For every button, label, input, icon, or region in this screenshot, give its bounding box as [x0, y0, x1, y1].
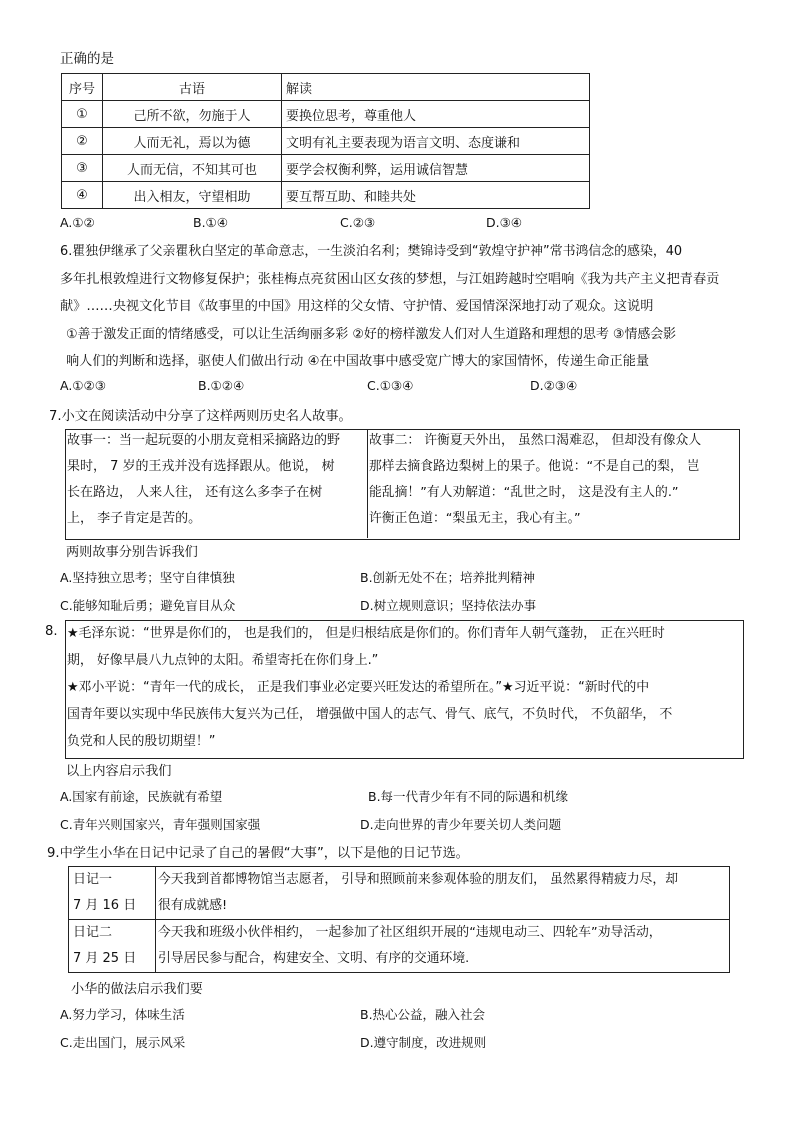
q9-tail: 小华的做法启示我们要	[71, 982, 203, 997]
story-line: 那样去摘食路边梨树上的果子。他说：“不是自己的梨， 岂	[369, 459, 700, 474]
diary-1-heading	[69, 867, 156, 920]
diary-line: 很有成就感!	[158, 898, 228, 913]
table-cell: ④	[62, 182, 103, 209]
table-row	[69, 867, 730, 920]
q6-option-c[interactable]: C.①③④	[367, 378, 414, 393]
q6-stem-line: 6.瞿独伊继承了父亲瞿秋白坚定的革命意志，一生淡泊名利；樊锦诗受到“敦煌守护神”常书鸿信念的感染，40	[60, 244, 683, 259]
q5-option-b[interactable]: B.①④	[193, 215, 228, 230]
q6-stem-line: 献》……央视文化节目《故事里的中国》用这样的父女情、守护情、爱国情深深地打动了观众。这说明	[60, 299, 654, 314]
table-row	[62, 182, 590, 209]
table-row	[62, 155, 590, 182]
story-line: 长在路边， 人来人往， 还有这么多李子在树	[67, 485, 323, 500]
story-line: 许衡正色道：“梨虽无主，我心有主。”	[369, 511, 581, 526]
q7-option-b[interactable]: B.创新无处不在；培养批判精神	[360, 570, 536, 585]
q5-option-d[interactable]: D.③④	[486, 215, 523, 230]
q8-option-d[interactable]: D.走向世界的青少年要关切人类问题	[360, 817, 562, 832]
table-cell: 要换位思考，尊重他人	[282, 101, 590, 128]
diary-date: 7 月 16 日	[73, 898, 137, 913]
table-cell: 出入相友，守望相助	[103, 182, 282, 209]
q7-stem: 7.小文在阅读活动中分享了这样两则历史名人故事。	[49, 409, 352, 424]
quote-line: ★邓小平说：“青年一代的成长， 正是我们事业必定要兴旺发达的希望所在。”★习近平说：“新时代的中	[67, 680, 650, 695]
q8-option-a[interactable]: A.国家有前途，民族就有希望	[60, 789, 223, 804]
q5-table	[61, 73, 590, 209]
q6-option-b[interactable]: B.①②④	[198, 378, 245, 393]
q7-story1	[67, 428, 340, 532]
q9-diary-table	[68, 866, 730, 973]
q8-number: 8.	[45, 624, 58, 639]
story-line: 故事二： 许衡夏天外出， 虽然口渴难忍， 但却没有像众人	[369, 433, 702, 448]
table-row	[62, 128, 590, 155]
table-row	[69, 920, 730, 973]
table-cell: ①	[62, 101, 103, 128]
q6-stem-line: 多年扎根敦煌进行文物修复保护；张桂梅点亮贫困山区女孩的梦想，与江姐跨越时空唱响《我为共产主义把青春贡	[60, 272, 720, 287]
diary-title: 日记一	[73, 872, 113, 887]
q8-option-b[interactable]: B.每一代青少年有不同的际遇和机缘	[368, 789, 569, 804]
q9-option-b[interactable]: B.热心公益，融入社会	[360, 1007, 486, 1022]
table-cell: 人而无礼，焉以为德	[103, 128, 282, 155]
q7-option-d[interactable]: D.树立规则意识；坚持依法办事	[360, 598, 537, 613]
diary-line: 今天我到首都博物馆当志愿者， 引导和照顾前来参观体验的朋友们， 虽然累得精疲力尽，却	[158, 872, 679, 887]
diary-line: 引导居民参与配合，构建安全、文明、有序的交通环境.	[158, 951, 470, 966]
diary-title: 日记二	[73, 925, 113, 940]
q8-quotes	[67, 620, 672, 755]
table-header: 解读	[282, 74, 590, 101]
q8-tail: 以上内容启示我们	[66, 764, 172, 779]
table-cell: ②	[62, 128, 103, 155]
q5-option-a[interactable]: A.①②	[60, 215, 95, 230]
table-cell: 人而无信，不知其可也	[103, 155, 282, 182]
diary-1-body	[156, 867, 730, 920]
q9-option-a[interactable]: A.努力学习，体味生活	[60, 1007, 185, 1022]
q6-option-a[interactable]: A.①②③	[60, 378, 106, 393]
quote-line: 国青年要以实现中华民族伟大复兴为己任， 增强做中国人的志气、骨气、底气，不负时代， 不负韶华， 不	[67, 707, 673, 722]
table-cell: 要学会权衡利弊，运用诚信智慧	[282, 155, 590, 182]
q5-stem-tail: 正确的是	[60, 51, 114, 67]
q7-box-divider	[367, 429, 368, 538]
table-cell: 文明有礼主要表现为语言文明、态度谦和	[282, 128, 590, 155]
diary-date: 7 月 25 日	[73, 951, 137, 966]
table-cell: ③	[62, 155, 103, 182]
q9-option-c[interactable]: C.走出国门，展示风采	[60, 1035, 186, 1050]
q8-option-c[interactable]: C.青年兴则国家兴，青年强则国家强	[60, 817, 261, 832]
table-cell: 要互帮互助、和睦共处	[282, 182, 590, 209]
q7-option-a[interactable]: A.坚持独立思考；坚守自律慎独	[60, 570, 235, 585]
story-line: 上， 李子肯定是苦的。	[67, 511, 202, 526]
q9-stem: 9.中学生小华在日记中记录了自己的暑假“大事”，以下是他的日记节选。	[47, 846, 469, 861]
q7-story2	[369, 428, 701, 532]
q6-option-d[interactable]: D.②③④	[530, 378, 578, 393]
diary-2-body	[156, 920, 730, 973]
table-cell: 己所不欲，勿施于人	[103, 101, 282, 128]
table-row	[62, 101, 590, 128]
q7-tail: 两则故事分别告诉我们	[66, 545, 198, 560]
q6-statement-line: 响人们的判断和选择，驱使人们做出行动 ④在中国故事中感受宽广博大的家国情怀，传递生命正能量	[66, 354, 650, 369]
story-line: 果时， 7 岁的王戎并没有选择跟从。他说， 树	[67, 459, 335, 474]
table-header: 序号	[62, 74, 103, 101]
q7-option-c[interactable]: C.能够知耻后勇；避免盲目从众	[60, 598, 236, 613]
q6-statement-line: ①善于激发正面的情绪感受，可以让生活绚丽多彩 ②好的榜样激发人们对人生道路和理想的思考 ③情感会影	[66, 327, 677, 342]
table-header: 古语	[103, 74, 282, 101]
q9-option-d[interactable]: D.遵守制度，改进规则	[360, 1035, 487, 1050]
diary-2-heading	[69, 920, 156, 973]
diary-line: 今天我和班级小伙伴相约， 一起参加了社区组织开展的“违规电动三、四轮车”劝导活动，	[158, 925, 662, 940]
table-header-row	[62, 74, 590, 101]
quote-line: ★毛泽东说：“世界是你们的， 也是我们的， 但是归根结底是你们的。你们青年人朝气蓬勃， 正在兴旺时	[67, 626, 665, 641]
q5-option-c[interactable]: C.②③	[340, 215, 376, 230]
story-line: 故事一：当一起玩耍的小朋友竟相采摘路边的野	[67, 433, 341, 448]
story-line: 能乱摘！”有人劝解道：“乱世之时， 这是没有主人的.”	[369, 485, 679, 500]
quote-line: 期， 好像早晨八九点钟的太阳。希望寄托在你们身上.”	[67, 653, 379, 668]
quote-line: 负党和人民的殷切期望！”	[67, 734, 216, 749]
